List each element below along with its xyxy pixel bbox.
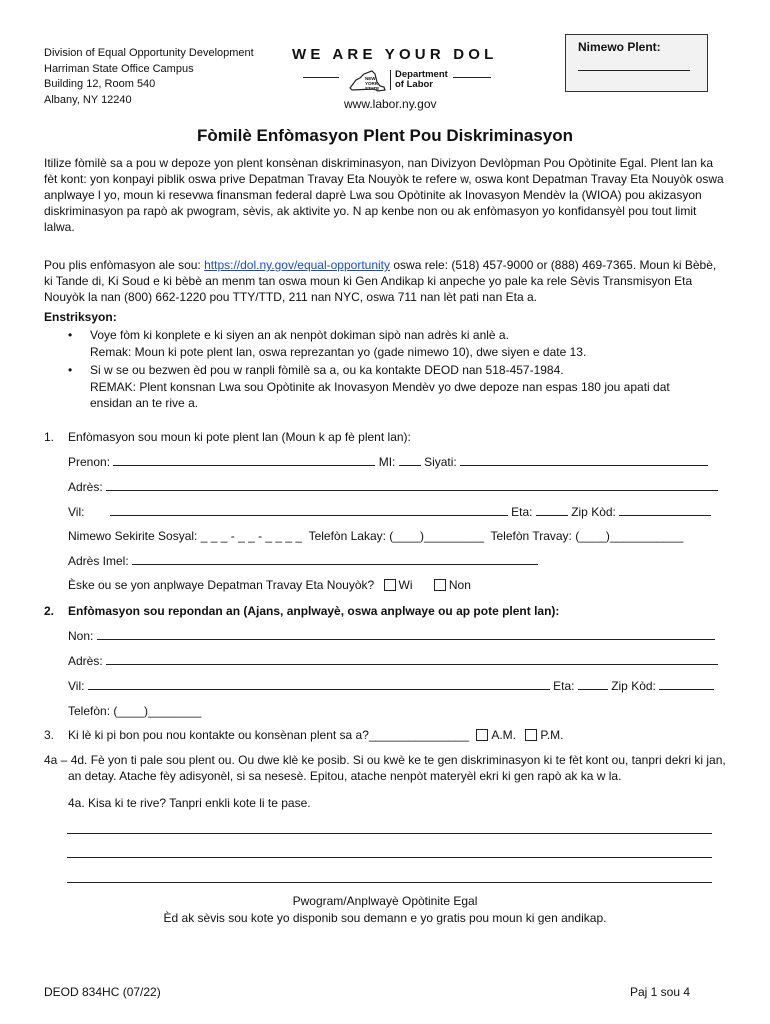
- respondent-name-label: Non:: [68, 629, 94, 643]
- respondent-zip-label: Zip Kòd:: [611, 679, 656, 693]
- yes-checkbox[interactable]: [384, 579, 396, 591]
- phone-row: [68, 529, 683, 543]
- city-field[interactable]: [110, 506, 508, 516]
- home-phone-field[interactable]: Telefòn Lakay: (____)_________: [308, 529, 485, 543]
- zip-label: Zip Kòd:: [571, 505, 616, 519]
- am-checkbox[interactable]: [476, 729, 488, 741]
- contact-time-row: [68, 728, 563, 742]
- instructions-heading: Enstriksyon:: [44, 310, 117, 324]
- instruction-bullet: [68, 362, 728, 412]
- work-phone-field[interactable]: Telefòn Travay: (____)___________: [490, 529, 684, 543]
- section2-heading: Enfòmasyon sou repondan an (Ajans, anplwayè, oswa anplwaye ou ap pote plent lan):: [68, 604, 560, 618]
- email-field[interactable]: [132, 555, 538, 565]
- form-title: Fòmilè Enfòmasyon Plent Pou Diskriminasyon: [197, 126, 573, 145]
- dol-logo: [303, 68, 491, 96]
- respondent-name-field[interactable]: [97, 630, 715, 640]
- instruction-note: Remak: Moun ki pote plent lan, oswa reprezantan yo (gade nimewo 10), dwe siyen e date 13.: [90, 344, 587, 359]
- mi-label: MI:: [378, 455, 396, 469]
- equal-opportunity-link[interactable]: https://dol.ny.gov/equal-opportunity: [204, 258, 391, 272]
- email-row: [68, 554, 538, 568]
- employee-question: Èske ou se yon anplwaye Depatman Travay Eta Nouyòk?: [68, 578, 375, 592]
- address-line: Harriman State Office Campus: [44, 62, 194, 75]
- office-address: [44, 46, 254, 108]
- website-link[interactable]: www.labor.ny.gov: [344, 97, 437, 111]
- address-line: Albany, NY 12240: [44, 93, 132, 106]
- city-label: Vil:: [68, 505, 85, 519]
- no-checkbox[interactable]: [434, 579, 446, 591]
- respondent-name-row: [68, 629, 715, 643]
- question-4a: 4a. Kisa ki te rive? Tanpri enkli kote li te pase.: [68, 796, 311, 810]
- employee-row: [68, 578, 471, 592]
- state-label: Eta:: [511, 505, 533, 519]
- name-row: [68, 455, 708, 469]
- instruction-text: Voye fòm ki konplete e ki siyen an ak nenpòt dokiman sipò nan adrès ki anlè a.: [90, 328, 509, 342]
- address-label: Adrès:: [68, 480, 103, 494]
- mi-field[interactable]: [399, 456, 421, 466]
- respondent-phone-field[interactable]: Telefòn: (____)________: [68, 704, 202, 718]
- program-statement: [0, 893, 770, 927]
- no-label: Non: [448, 578, 471, 592]
- address-row: [68, 480, 718, 494]
- answer-line[interactable]: [67, 882, 712, 883]
- pm-checkbox[interactable]: [525, 729, 537, 741]
- intro-paragraph: Itilize fòmilè sa a pou w depoze yon plent konsènan diskriminasyon, nan Divizyon Devlòpman Pou Opòtinite Egal. Plent lan ka fèt kont: yon konpayi piblik oswa prive Depatman Travay Eta Nouyòk te refere w, oswa kont Depatman Travay Eta Nouyòk oswa anplwaye l yo, moun ki resevwa finansman federal daprè Lwa sou Opòtinite ak Inovasyon Mendèv la (WIOA) pou akizasyon diskriminasyon pa rapò ak pwogram, sèvis, ak aktivite yo. N ap kenbe non ou ak enfòmasyon yo konfidansyèl pou tout limit lalwa.: [44, 156, 724, 234]
- first-name-field[interactable]: [113, 456, 375, 466]
- page-number: Paj 1 sou 4: [630, 985, 691, 999]
- state-field[interactable]: [536, 506, 568, 516]
- logo-text-line: of Labor: [395, 79, 433, 90]
- complaint-number-box: [565, 34, 708, 92]
- respondent-city-label: Vil:: [68, 679, 85, 693]
- address-line: Building 12, Room 540: [44, 78, 156, 90]
- complaint-number-field[interactable]: [578, 70, 690, 71]
- answer-line[interactable]: [67, 857, 712, 858]
- instruction-bullet: [68, 327, 728, 360]
- zip-field[interactable]: [619, 506, 711, 516]
- info-suffix: oswa rele: (518) 457-9000 or (888) 469-7365. Moun ki Bèbè, ki Tande di, Ki Soud e ki bèbè an menm tan oswa moun ki Gen Andikap ki anpeche yo pale ka rele Sèvis Transmisyon Eta Nouyòk la nan (800) 662-1220 pou TTY/TTD, 211 nan NYC, oswa 711 nan lèt pati nan Eta a.: [44, 258, 717, 304]
- yes-label: Wi: [398, 578, 413, 592]
- answer-line[interactable]: [67, 833, 712, 834]
- logo-rule-left: [303, 77, 339, 78]
- section3-number: 3.: [44, 728, 55, 742]
- logo-text: [390, 70, 448, 90]
- instruction-note: REMAK: Plent konsnan Lwa sou Opòtinite ak Inovasyon Mendèv yo dwe depoze nan espas 180 jou apati dat ensidan an te rive a.: [90, 379, 670, 410]
- bullet-dot-icon: •: [68, 363, 73, 377]
- info-prefix: Pou plis enfòmasyon ale sou:: [44, 258, 205, 272]
- section4-intro: [44, 752, 728, 784]
- city-row: [68, 505, 711, 519]
- logo-rule-right: [453, 77, 491, 78]
- respondent-address-row: [68, 654, 718, 668]
- logo-text-line: Department: [395, 69, 448, 80]
- respondent-state-label: Eta:: [553, 679, 575, 693]
- section1-number: 1.: [44, 430, 55, 444]
- program-line: Pwogram/Anplwayè Opòtinite Egal: [292, 894, 478, 908]
- section1-heading: Enfòmasyon sou moun ki pote plent lan (Moun k ap fè plent lan):: [68, 430, 411, 444]
- first-name-label: Prenon:: [68, 455, 111, 469]
- ssn-field[interactable]: Nimewo Sekirite Sosyal: _ _ _ - _ _ - _ _ _ _: [68, 529, 303, 543]
- respondent-city-row: [68, 679, 714, 693]
- address-field[interactable]: [106, 481, 718, 491]
- bullet-dot-icon: •: [68, 328, 73, 342]
- respondent-address-field[interactable]: [106, 655, 718, 665]
- logo-state-text: NEW YORK STATE: [365, 76, 380, 91]
- last-name-label: Siyati:: [424, 455, 457, 469]
- address-line: Division of Equal Opportunity Development: [44, 47, 254, 59]
- contact-time-field[interactable]: Ki lè ki pi bon pou nou kontakte ou konsènan plent sa a?_______________: [68, 728, 469, 742]
- program-line: Èd ak sèvis sou kote yo disponib sou demann e yo gratis pou moun ki gen andikap.: [163, 911, 607, 925]
- complaint-number-label: Nimewo Plent:: [578, 40, 661, 54]
- instruction-text: Si w se ou bezwen èd pou w ranpli fòmilè sa a, ou ka kontakte DEOD nan 518-457-1984.: [90, 363, 564, 377]
- am-label: A.M.: [491, 728, 517, 742]
- slogan: WE ARE YOUR DOL: [292, 46, 498, 63]
- respondent-address-label: Adrès:: [68, 654, 103, 668]
- respondent-city-field[interactable]: [88, 680, 550, 690]
- respondent-state-field[interactable]: [578, 680, 608, 690]
- section4-text: 4a – 4d. Fè yon ti pale sou plent ou. Ou dwe klè ke posib. Si ou kwè ke te gen diskriminasyon ki te fèt kont ou, tanpri dekri ki jan, an detay. Atache fèy adisyonèl, si sa nesesè. Epitou, atache nenpòt materyèl ekri ki gen rapò ak ka w la.: [44, 753, 726, 783]
- section2-number: 2.: [44, 604, 55, 618]
- email-label: Adrès Imel:: [68, 554, 129, 568]
- info-paragraph: [44, 257, 726, 305]
- respondent-zip-field[interactable]: [659, 680, 714, 690]
- last-name-field[interactable]: [460, 456, 708, 466]
- form-id: DEOD 834HC (07/22): [44, 985, 161, 999]
- pm-label: P.M.: [540, 728, 564, 742]
